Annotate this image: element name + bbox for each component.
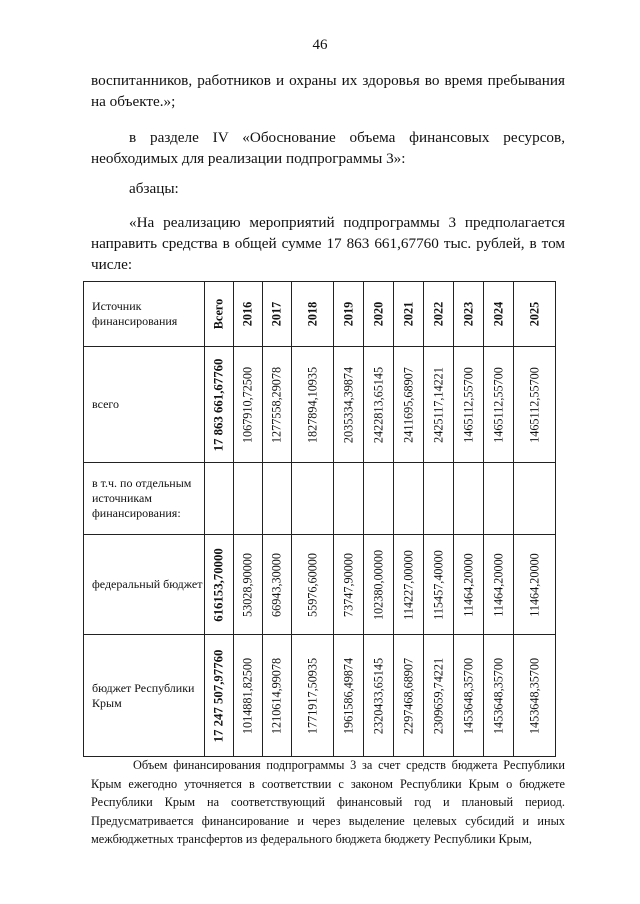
- year-cell: [484, 347, 514, 463]
- year-value: 1453648,35700: [527, 657, 541, 734]
- year-cell: [484, 635, 514, 757]
- year-value: 1210614,99078: [269, 657, 284, 734]
- year-cell: [514, 635, 556, 757]
- total-value: 17 247 507,97760: [211, 649, 226, 742]
- header-year-label: 2021: [401, 301, 415, 327]
- paragraph-abzacy: абзацы:: [129, 180, 179, 197]
- year-cell: [454, 463, 484, 535]
- row-label: бюджет Республики Крым: [84, 635, 205, 757]
- year-value: 11464,20000: [491, 552, 505, 617]
- total-value: 17 863 661,67760: [211, 358, 226, 451]
- header-year-label: 2020: [371, 301, 385, 327]
- row-label: в т.ч. по отдельным источникам финансирования:: [84, 463, 205, 535]
- year-value: 1453648,35700: [491, 657, 505, 734]
- year-value: 1014881,82500: [240, 657, 255, 734]
- year-value: 1771917,50935: [305, 657, 319, 734]
- year-cell: [234, 463, 263, 535]
- year-cell: [263, 635, 292, 757]
- header-year: [454, 282, 484, 347]
- year-value: 1277558,29078: [269, 366, 284, 443]
- header-year: [484, 282, 514, 347]
- year-cell: [484, 535, 514, 635]
- year-cell: [454, 347, 484, 463]
- year-value: 53028,90000: [240, 552, 255, 617]
- year-cell: [454, 535, 484, 635]
- year-cell: [334, 535, 364, 635]
- year-cell: [394, 347, 424, 463]
- year-value: 2297468,68907: [401, 657, 415, 734]
- header-year-label: 2024: [491, 301, 505, 327]
- paragraph-total-amount: «На реализацию мероприятий подпрограммы 3 предполагается направить средства в общей сумме 17 863 661,67760 тыс. рублей, в том числе:: [91, 214, 565, 273]
- year-cell: [234, 635, 263, 757]
- header-year-label: 2022: [431, 301, 445, 327]
- year-cell: [334, 347, 364, 463]
- year-value: 73747,90000: [341, 552, 355, 617]
- year-value: 115457,40000: [431, 549, 445, 620]
- header-source: Источник финансирования: [84, 282, 205, 347]
- year-cell: [514, 535, 556, 635]
- year-cell: [484, 463, 514, 535]
- year-cell: [263, 463, 292, 535]
- header-year: [364, 282, 394, 347]
- header-year: [292, 282, 334, 347]
- year-cell: [334, 463, 364, 535]
- total-cell: [205, 347, 234, 463]
- table-row: [84, 463, 556, 535]
- year-cell: [292, 635, 334, 757]
- year-cell: [364, 535, 394, 635]
- year-value: 2320433,65145: [371, 657, 385, 734]
- year-value: 11464,20000: [527, 552, 541, 617]
- row-label: всего: [84, 347, 205, 463]
- year-cell: [292, 463, 334, 535]
- header-year: [334, 282, 364, 347]
- total-cell: [205, 635, 234, 757]
- year-value: 2411695,68907: [401, 366, 415, 443]
- total-value: 616153,70000: [211, 547, 226, 622]
- row-label: федеральный бюджет: [84, 535, 205, 635]
- year-cell: [292, 535, 334, 635]
- paragraph-continuation: [91, 70, 565, 112]
- header-year: [234, 282, 263, 347]
- header-year-label: 2017: [269, 301, 284, 327]
- header-year: [514, 282, 556, 347]
- header-total: [205, 282, 234, 347]
- page-number: 46: [312, 37, 328, 53]
- paragraph-budget-note: Объем финансирования подпрограммы 3 за счет средств бюджета Республики Крым ежегодно уточняется в соответствии с законом Республики Крым о бюджете Республики Крым на соответствующий финансовый год и плановый период. Предусматривается финансирование и через выделение целевых субсидий и иных межбюджетных трансфертов из федерального бюджета бюджету Республики Крым,: [91, 758, 565, 846]
- header-year: [394, 282, 424, 347]
- header-total-label: Всего: [211, 298, 226, 330]
- financing-table: [83, 281, 556, 757]
- year-value: 2309659,74221: [431, 657, 445, 734]
- paragraph-line: воспитанников, работников и охраны их здоровья во время пребывания: [91, 72, 565, 89]
- year-cell: [364, 463, 394, 535]
- year-cell: [394, 635, 424, 757]
- year-cell: [424, 463, 454, 535]
- year-value: 1465112,55700: [461, 366, 475, 443]
- year-cell: [364, 635, 394, 757]
- year-value: 114227,00000: [401, 549, 415, 620]
- year-value: 1465112,55700: [527, 366, 541, 443]
- year-cell: [334, 635, 364, 757]
- year-value: 1465112,55700: [491, 366, 505, 443]
- year-cell: [234, 535, 263, 635]
- year-cell: [394, 535, 424, 635]
- year-value: 2425117,14221: [431, 366, 445, 443]
- table-row: [84, 535, 556, 635]
- table-row: [84, 635, 556, 757]
- year-cell: [514, 347, 556, 463]
- header-year-label: 2018: [305, 301, 319, 327]
- paragraph-line: на объекте.»;: [91, 93, 176, 110]
- header-year-label: 2016: [240, 301, 255, 327]
- year-value: 66943,30000: [269, 552, 284, 617]
- year-value: 1453648,35700: [461, 657, 475, 734]
- year-cell: [394, 463, 424, 535]
- year-cell: [424, 635, 454, 757]
- year-value: 55976,60000: [305, 552, 319, 617]
- year-value: 2422813,65145: [371, 366, 385, 443]
- year-cell: [234, 347, 263, 463]
- table-header-row: [84, 282, 556, 347]
- year-value: 1961586,49874: [341, 657, 355, 734]
- year-value: 102380,00000: [371, 549, 385, 620]
- header-year: [263, 282, 292, 347]
- header-year-label: 2019: [341, 301, 355, 327]
- total-cell: [205, 535, 234, 635]
- year-cell: [263, 535, 292, 635]
- year-cell: [292, 347, 334, 463]
- year-value: 11464,20000: [461, 552, 475, 617]
- header-year-label: 2025: [527, 301, 541, 327]
- year-cell: [424, 535, 454, 635]
- header-year: [424, 282, 454, 347]
- table-row: [84, 347, 556, 463]
- total-cell: [205, 463, 234, 535]
- year-cell: [454, 635, 484, 757]
- year-value: 1067910,72500: [240, 366, 255, 443]
- year-cell: [364, 347, 394, 463]
- year-cell: [424, 347, 454, 463]
- year-value: 2035334,39874: [341, 366, 355, 443]
- header-year-label: 2023: [461, 301, 475, 327]
- paragraph-section-iv: в разделе IV «Обоснование объема финансовых ресурсов, необходимых для реализации подпрограммы 3»:: [91, 129, 565, 167]
- year-value: 1827894,10935: [305, 366, 319, 443]
- year-cell: [514, 463, 556, 535]
- year-cell: [263, 347, 292, 463]
